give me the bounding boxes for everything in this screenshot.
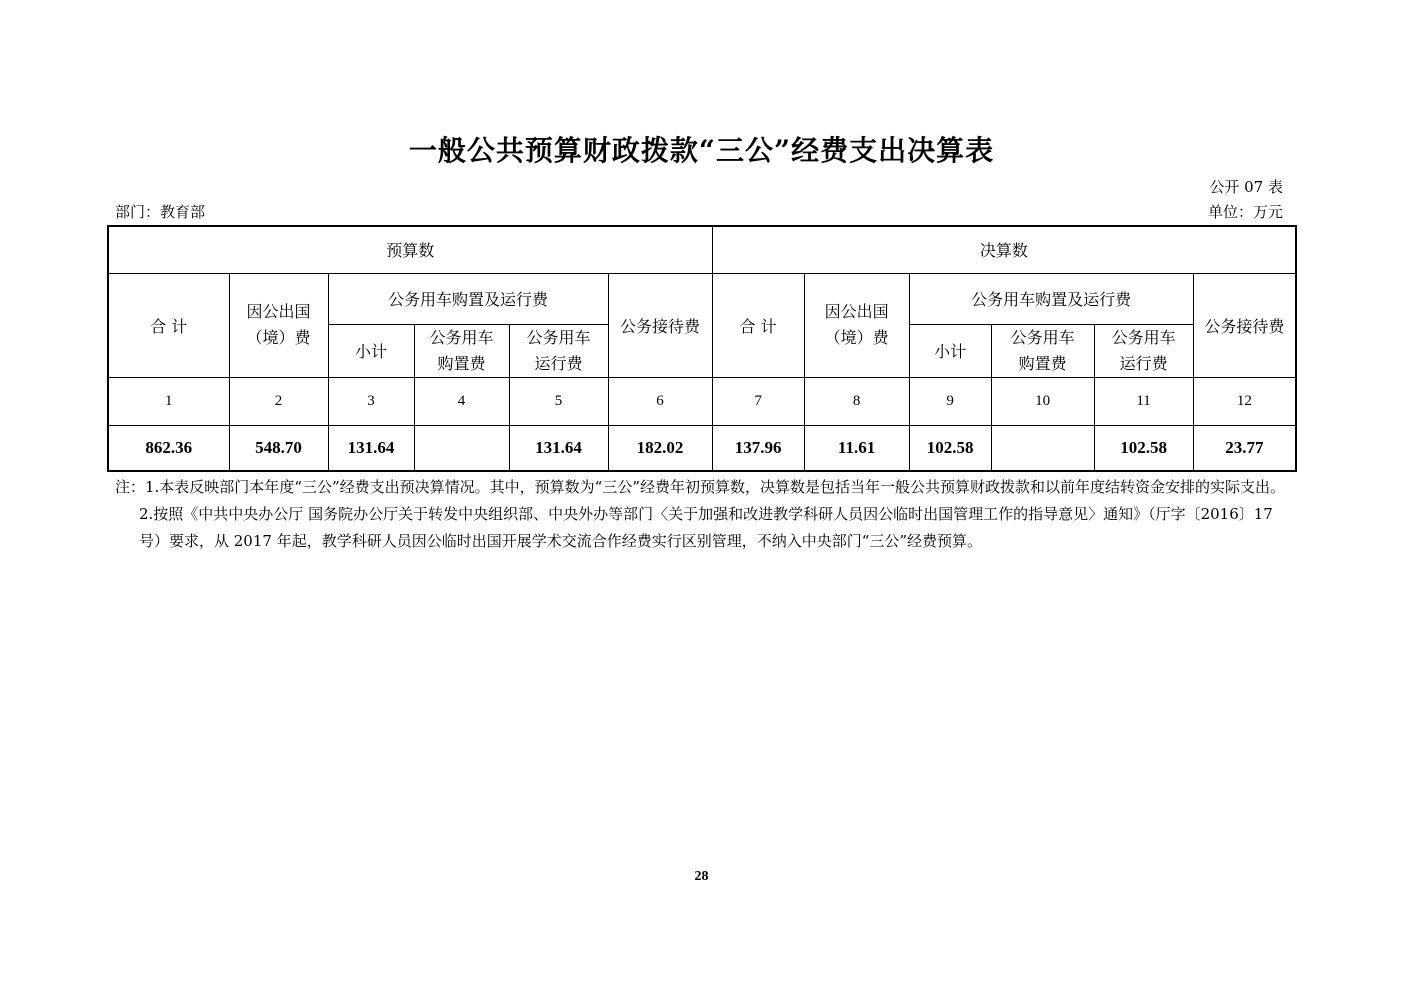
- budget-vehicle-purchase-header: [414, 324, 509, 377]
- value-cell: 137.96: [712, 425, 804, 471]
- final-vehicle-operation-line2: 运行费: [1119, 353, 1168, 373]
- page-number: 28: [694, 869, 709, 884]
- column-number-cell: 4: [414, 377, 509, 425]
- budget-vehicle-purchase-line2: 购置费: [437, 353, 486, 373]
- column-number-cell: 5: [509, 377, 608, 425]
- form-code-label: 公开 07 表: [1209, 178, 1283, 196]
- final-abroad-header-line2: （境）费: [824, 328, 889, 347]
- value-cell: [991, 425, 1094, 471]
- value-cell: 862.36: [108, 425, 229, 471]
- final-vehicle-purchase-header: [991, 324, 1094, 377]
- final-group-header: 决算数: [712, 226, 1296, 273]
- final-vehicle-purchase-line1: 公务用车: [1010, 327, 1075, 347]
- footnote-line-3: 号）要求，从 2017 年起，教学科研人员因公临时出国开展学术交流合作经费实行区别管理，不纳入中央部门“三公”经费预算。: [139, 532, 983, 550]
- budget-reception-header: 公务接待费: [608, 273, 712, 377]
- value-cell: 131.64: [509, 425, 608, 471]
- column-number-cell: 3: [328, 377, 414, 425]
- value-cell: 23.77: [1193, 425, 1296, 471]
- value-cell: [414, 425, 509, 471]
- column-number-cell: 7: [712, 377, 804, 425]
- column-number-cell: 2: [229, 377, 328, 425]
- footnote-line-1: 注：1.本表反映部门本年度“三公”经费支出预决算情况。其中，预算数为“三公”经费年初预算数，决算数是包括当年一般公共预算财政拨款和以前年度结转资金安排的实际支出。: [115, 478, 1285, 496]
- value-cell: 11.61: [804, 425, 909, 471]
- budget-abroad-header-line1: 因公出国: [246, 302, 311, 321]
- department-label: 部门：教育部: [115, 203, 206, 221]
- final-vehicle-group-header: 公务用车购置及运行费: [909, 273, 1193, 324]
- final-vehicle-purchase-line2: 购置费: [1018, 353, 1067, 373]
- final-total-header: 合 计: [712, 273, 804, 377]
- budget-abroad-header-line2: （境）费: [246, 328, 311, 347]
- budget-vehicle-operation-header: [509, 324, 608, 377]
- three-public-expenses-table: [107, 225, 1297, 472]
- final-vehicle-operation-header: [1094, 324, 1193, 377]
- table-row-groups: [108, 226, 1296, 273]
- column-number-cell: 9: [909, 377, 991, 425]
- value-cell: 102.58: [1094, 425, 1193, 471]
- value-cell: 182.02: [608, 425, 712, 471]
- budget-vehicle-purchase-line1: 公务用车: [429, 327, 494, 347]
- column-number-cell: 12: [1193, 377, 1296, 425]
- value-cell: 102.58: [909, 425, 991, 471]
- column-number-cell: 1: [108, 377, 229, 425]
- page-title: 一般公共预算财政拨款“三公”经费支出决算表: [408, 134, 995, 167]
- value-cell: 131.64: [328, 425, 414, 471]
- column-number-cell: 10: [991, 377, 1094, 425]
- budget-total-header: 合 计: [108, 273, 229, 377]
- final-abroad-header-line1: 因公出国: [824, 302, 889, 321]
- budget-group-header: 预算数: [108, 226, 712, 273]
- budget-vehicle-operation-line2: 运行费: [534, 353, 583, 373]
- budget-vehicle-group-header: 公务用车购置及运行费: [328, 273, 608, 324]
- final-subtotal-header: 小计: [909, 324, 991, 377]
- budget-abroad-header: [229, 273, 328, 377]
- final-abroad-header: [804, 273, 909, 377]
- column-number-cell: 11: [1094, 377, 1193, 425]
- budget-vehicle-operation-line1: 公务用车: [526, 327, 591, 347]
- column-number-cell: 8: [804, 377, 909, 425]
- table-row-column-numbers: [108, 377, 1296, 425]
- column-number-cell: 6: [608, 377, 712, 425]
- unit-label: 单位：万元: [1207, 203, 1283, 221]
- table-row-header-top: [108, 273, 1296, 324]
- footnote-line-2: 2.按照《中共中央办公厅 国务院办公厅关于转发中央组织部、中央外办等部门〈关于加强和改进教学科研人员因公临时出国管理工作的指导意见〉通知》（厅字〔2016〕17: [139, 505, 1273, 523]
- budget-subtotal-header: 小计: [328, 324, 414, 377]
- table-row-values: [108, 425, 1296, 471]
- value-cell: 548.70: [229, 425, 328, 471]
- final-vehicle-operation-line1: 公务用车: [1111, 327, 1176, 347]
- final-reception-header: 公务接待费: [1193, 273, 1296, 377]
